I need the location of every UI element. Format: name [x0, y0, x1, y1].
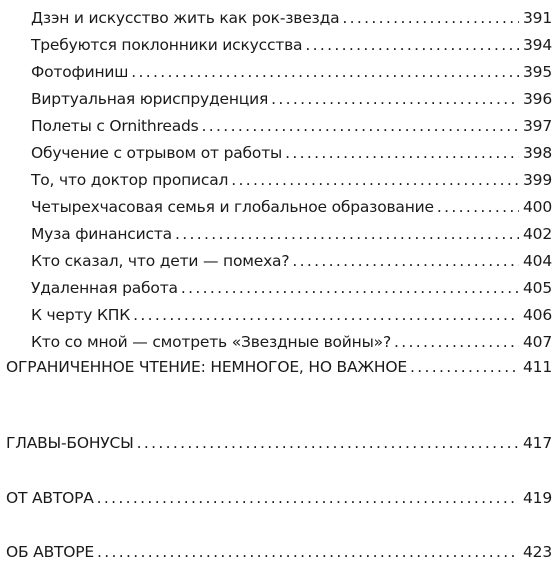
entry-title: Дзэн и искусство жить как рок-звезда — [31, 9, 340, 27]
entry-page-number: 391 — [523, 9, 552, 27]
entry-title: Фотофиниш — [31, 63, 129, 81]
section-page-number: 419 — [523, 489, 552, 507]
section-title: ОТ АВТОРА — [6, 489, 94, 507]
dot-leader — [305, 34, 519, 56]
entry-page-number: 399 — [523, 171, 552, 189]
toc-entry — [31, 7, 552, 29]
entry-title: Обучение с отрывом от работы — [31, 144, 283, 162]
entry-title: Удаленная работа — [31, 279, 178, 297]
entry-page-number: 396 — [523, 90, 552, 108]
toc-entry — [31, 250, 552, 272]
section-page-number: 423 — [523, 543, 552, 561]
dot-leader — [202, 115, 519, 137]
entry-page-number: 407 — [523, 333, 552, 351]
section-page-number: 411 — [523, 358, 552, 376]
entry-page-number: 405 — [523, 279, 552, 297]
toc-entry — [31, 304, 552, 326]
toc-section — [6, 487, 552, 509]
entry-page-number: 398 — [523, 144, 552, 162]
section-title: ОБ АВТОРЕ — [6, 543, 95, 561]
toc-entry — [31, 115, 552, 137]
entry-title: Виртуальная юриспруденция — [31, 90, 269, 108]
dot-leader — [97, 541, 519, 563]
toc-entry — [31, 196, 552, 218]
toc-entry — [31, 169, 552, 191]
toc-entry — [31, 223, 552, 245]
dot-leader — [437, 196, 519, 218]
toc-entry — [31, 88, 552, 110]
entry-page-number: 406 — [523, 306, 552, 324]
entry-title: Требуются поклонники искусства — [31, 36, 303, 54]
dot-leader — [181, 277, 519, 299]
entry-title: Полеты с Ornithreads — [31, 117, 199, 135]
dot-leader — [410, 356, 519, 378]
toc-section — [6, 432, 552, 454]
dot-leader — [137, 432, 519, 454]
entry-title: Четырехчасовая семья и глобальное образование — [31, 198, 434, 216]
entry-title: Муза финансиста — [31, 225, 172, 243]
dot-leader — [97, 487, 519, 509]
entry-title: Кто сказал, что дети — помеха? — [31, 252, 290, 270]
dot-leader — [133, 304, 519, 326]
entry-page-number: 397 — [523, 117, 552, 135]
section-title: ГЛАВЫ-БОНУСЫ — [6, 434, 134, 452]
entry-page-number: 400 — [523, 198, 552, 216]
dot-leader — [342, 7, 519, 29]
entry-page-number: 404 — [523, 252, 552, 270]
toc-entry — [31, 277, 552, 299]
entry-title: К черту КПК — [31, 306, 131, 324]
entry-title: То, что доктор прописал — [31, 171, 229, 189]
dot-leader — [292, 250, 519, 272]
dot-leader — [175, 223, 519, 245]
dot-leader — [394, 331, 519, 353]
section-title: ОГРАНИЧЕННОЕ ЧТЕНИЕ: НЕМНОГОЕ, НО ВАЖНОЕ — [6, 358, 407, 376]
toc-entry — [31, 34, 552, 56]
toc-entry — [31, 61, 552, 83]
entry-page-number: 394 — [523, 36, 552, 54]
entry-page-number: 395 — [523, 63, 552, 81]
dot-leader — [231, 169, 519, 191]
toc-entry — [31, 331, 552, 353]
entry-page-number: 402 — [523, 225, 552, 243]
toc-section — [6, 356, 552, 378]
entry-title: Кто со мной — смотреть «Звездные войны»? — [31, 333, 391, 351]
toc-section — [6, 541, 552, 563]
toc-entry — [31, 142, 552, 164]
section-page-number: 417 — [523, 434, 552, 452]
dot-leader — [285, 142, 519, 164]
dot-leader — [271, 88, 519, 110]
dot-leader — [131, 61, 519, 83]
